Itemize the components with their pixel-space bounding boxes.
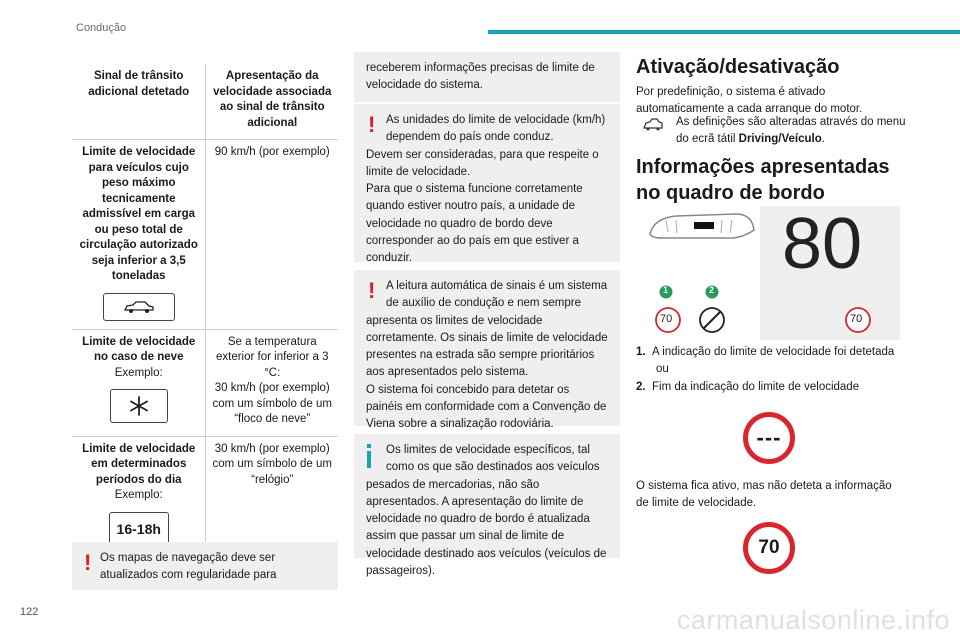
callout-1: 1 (663, 285, 669, 295)
list-item-extra: ou (656, 363, 669, 376)
note-text: Devem ser consideradas, para que respeite o limite de velocidade. Para que o sistema funcione corretamente quando estiver noutro país, a unidade de velocidade no quadro de bordo deve corresponder ao do país em que estiver a conduzir. (366, 148, 599, 264)
traffic-sign-table (72, 64, 338, 556)
legend-list (636, 344, 894, 396)
section-title: Condução (76, 22, 127, 34)
row-value: 90 km/h (por exemplo) (206, 140, 338, 330)
paragraph: O sistema fica ativo, mas não deteta a informação de limite de velocidade. (636, 480, 892, 509)
info-icon (366, 444, 370, 466)
note-first-line: As unidades do limite de velocidade (km/h) dependem do país onde conduz. (386, 114, 606, 144)
row-label: Limite de velocidade no caso de neve (82, 335, 196, 364)
callout-2: 2 (709, 285, 715, 295)
navigation-maps-note (72, 542, 338, 590)
header-accent-bar (488, 30, 960, 34)
section-heading: Ativação/desativação (636, 56, 840, 78)
instrument-cluster-illustration (636, 206, 900, 340)
intro-note (354, 52, 620, 102)
table-row (72, 436, 338, 556)
car-weight-sign (103, 293, 175, 321)
table-header-sign: Sinal de trânsito adicional detetado (72, 64, 206, 140)
specific-limits-note (354, 434, 620, 577)
row-label: Limite de velocidade em determinados períodos do dia (82, 442, 196, 486)
warning-icon: ! (368, 112, 376, 137)
time-period-sign: 16-18h (109, 512, 169, 548)
reading-warning-note (354, 270, 620, 430)
car-settings-icon (642, 118, 664, 138)
note-text: receberem informações precisas de limite de velocidade do sistema. (366, 62, 595, 92)
row-sublabel: Exemplo: (114, 366, 163, 379)
note-first-line: A leitura automática de sinais é um sistema de auxílio de condução e nem sempre (386, 280, 608, 310)
units-warning-note (354, 104, 620, 262)
note-text: pesados de mercadorias, não são apresentados. A apresentação do limite de velocidade no quadro de bordo é atualizada assim que passar um sinal de limite de velocidade destinado aos veículos (veículos de passageiros). (366, 478, 607, 577)
table-row (72, 329, 338, 436)
paragraph: Por predefinição, o sistema é ativado automaticamente a cada arranque do motor. (636, 86, 863, 115)
settings-paragraph: As definições são alteradas através do menu do ecrã tátil Driving/Veículo. (636, 114, 906, 147)
snowflake-icon (129, 396, 149, 416)
watermark: carmanualsonline.info (676, 605, 950, 635)
speed-sign-small: 70 (850, 313, 863, 325)
car-icon (122, 300, 156, 314)
page-number: 122 (20, 606, 39, 618)
row-sublabel: Exemplo: (114, 489, 163, 502)
list-item: 1. A indicação do limite de velocidade foi detetada (636, 346, 895, 358)
row-value: Se a temperatura exterior for inferior a 3 °C: 30 km/h (por exemplo) com um símbolo de um “floco de neve” (206, 329, 338, 436)
table-row (72, 140, 338, 330)
table-header-display: Apresentação da velocidade associada ao sinal de trânsito adicional (206, 64, 338, 140)
section-heading: Informações apresentadas no quadro de bordo (636, 156, 890, 204)
note-text: Os mapas de navegação deve ser atualizados com regularidade para (100, 552, 277, 582)
warning-icon: ! (368, 278, 376, 303)
warning-icon: ! (84, 550, 92, 575)
speed-sign-small: 70 (660, 313, 673, 325)
displayed-speed: 80 (782, 204, 863, 284)
note-first-line: Os limites de velocidade específicos, tal como os que são destinados aos veículos (386, 444, 600, 474)
speed-limit-sign: 70 (743, 522, 795, 574)
snow-sign (110, 389, 168, 423)
no-detection-sign: --- (743, 412, 795, 464)
row-value: 30 km/h (por exemplo) com um símbolo de um “relógio” (212, 442, 332, 486)
list-item: 2. Fim da indicação do limite de velocidade (636, 380, 860, 393)
note-text: apresenta os limites de velocidade corretamente. Os sinais de limite de velocidade presentes na estrada são sempre prioritários aos apresentados pelo sistema. O sistema foi concebido para detetar os painéis em conformidade com a Convenção de Viena sobre a sinalização rodoviária. (366, 314, 608, 430)
row-label: Limite de velocidade para veículos cujo peso máximo tecnicamente admissível em carga ou peso total de circulação autorizado seja inferior a 3,5 toneladas (79, 146, 198, 283)
